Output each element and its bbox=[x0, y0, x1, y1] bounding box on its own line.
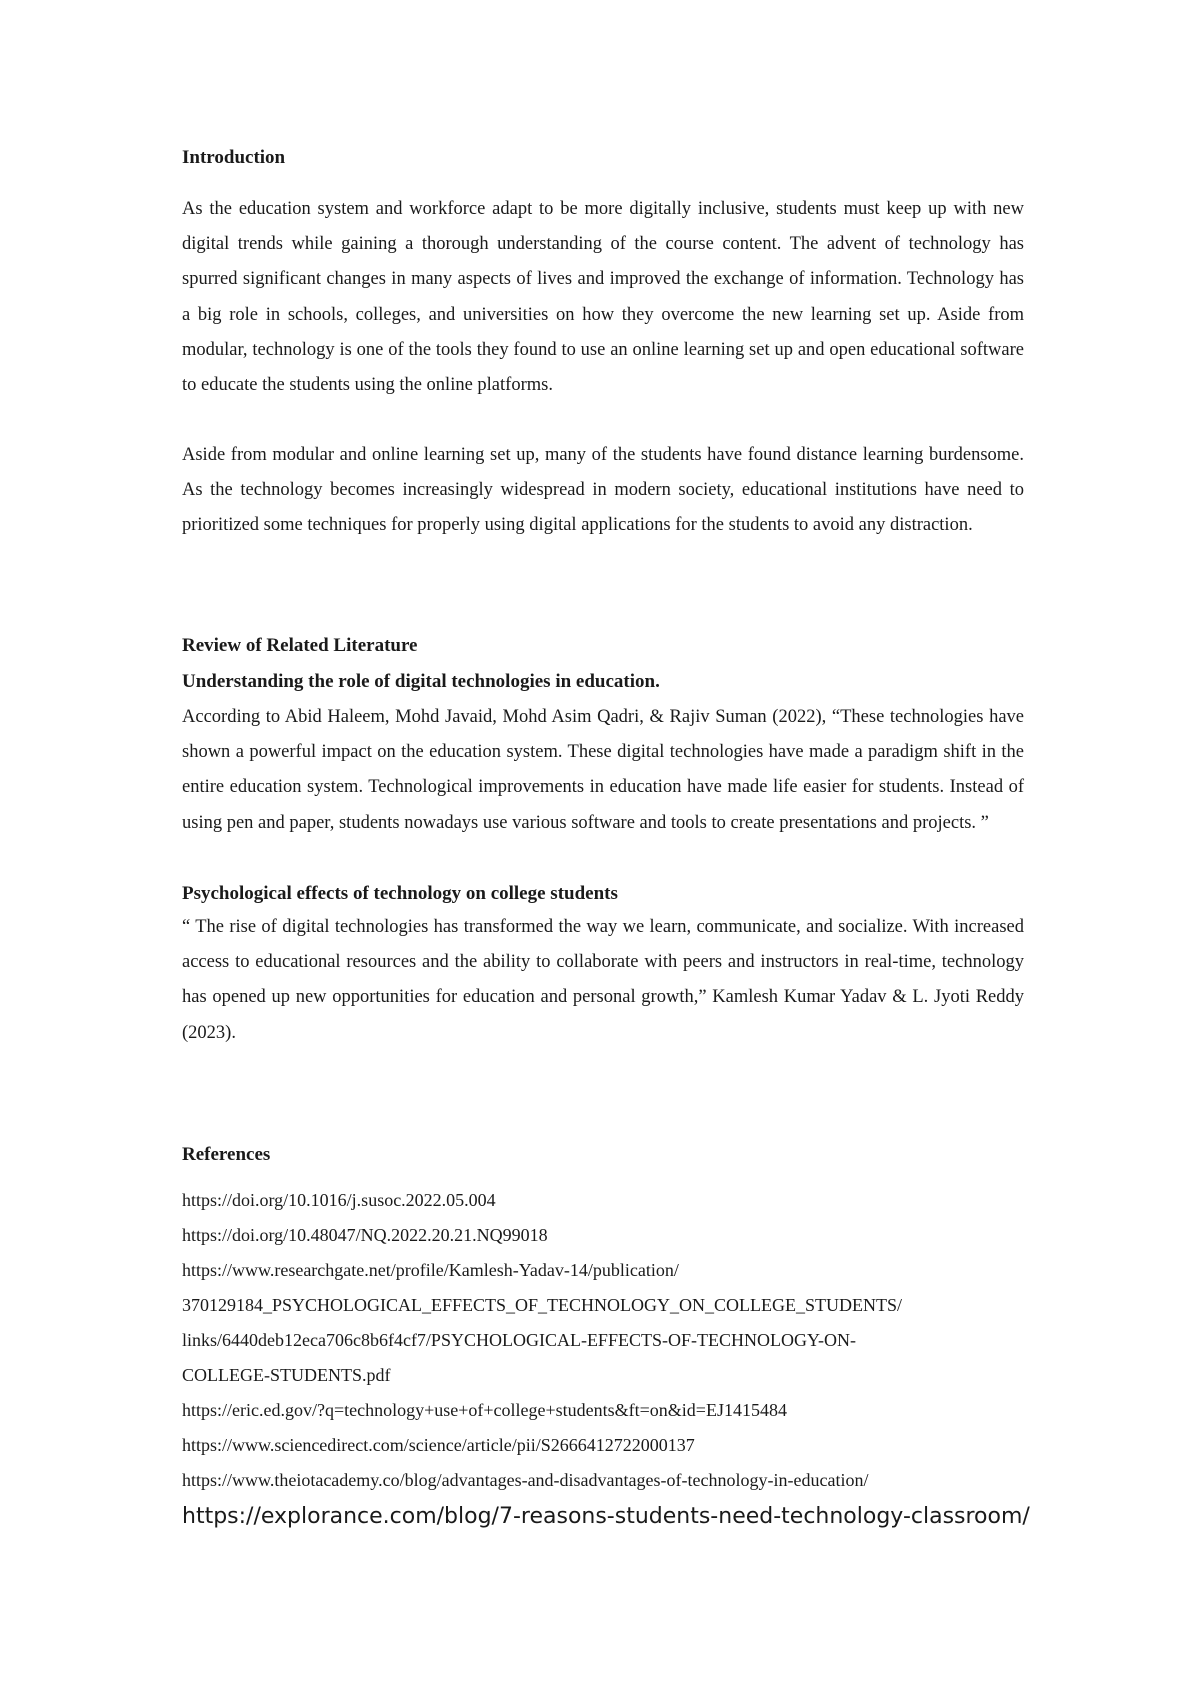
review-subheading-psychological-effects: Psychological effects of technology on college students bbox=[182, 883, 618, 904]
references-heading: References bbox=[182, 1144, 271, 1165]
reference-item[interactable]: https://doi.org/10.48047/NQ.2022.20.21.NQ99018 bbox=[182, 1225, 548, 1245]
review-paragraph-1: According to Abid Haleem, Mohd Javaid, Mohd Asim Qadri, & Rajiv Suman (2022), “These technologies have shown a powerful impact on the education system. These digital technologies have made a paradigm shift in the entire education system. Technological improvements in education have made life easier for students. Instead of using pen and paper, students nowadays use various software and tools to create presentations and projects. ” bbox=[182, 707, 1024, 833]
review-heading: Review of Related Literature bbox=[182, 635, 418, 656]
reference-item[interactable]: https://explorance.com/blog/7-reasons-students-need-technology-classroom/ bbox=[182, 1504, 1030, 1529]
reference-item[interactable]: 370129184_PSYCHOLOGICAL_EFFECTS_OF_TECHNOLOGY_ON_COLLEGE_STUDENTS/ bbox=[182, 1295, 903, 1315]
references-list bbox=[182, 1183, 1030, 1535]
reference-item[interactable]: https://www.theiotacademy.co/blog/advantages-and-disadvantages-of-technology-in-education/ bbox=[182, 1470, 869, 1490]
reference-item[interactable]: COLLEGE-STUDENTS.pdf bbox=[182, 1365, 391, 1385]
reference-item[interactable]: https://www.sciencedirect.com/science/article/pii/S2666412722000137 bbox=[182, 1435, 695, 1455]
introduction-paragraph-1: As the education system and workforce adapt to be more digitally inclusive, students must keep up with new digital trends while gaining a thorough understanding of the course content. The advent of technology has spurred significant changes in many aspects of lives and improved the exchange of information. Technology has a big role in schools, colleges, and universities on how they overcome the new learning set up. Aside from modular, technology is one of the tools they found to use an online learning set up and open educational software to educate the students using the online platforms. bbox=[182, 199, 1024, 396]
review-subheading-digital-technologies: Understanding the role of digital technologies in education. bbox=[182, 671, 660, 692]
reference-item[interactable]: links/6440deb12eca706c8b6f4cf7/PSYCHOLOGICAL-EFFECTS-OF-TECHNOLOGY-ON- bbox=[182, 1330, 856, 1350]
introduction-heading: Introduction bbox=[182, 147, 286, 168]
reference-item[interactable]: https://eric.ed.gov/?q=technology+use+of+college+students&ft=on&id=EJ1415484 bbox=[182, 1400, 787, 1420]
reference-item[interactable]: https://doi.org/10.1016/j.susoc.2022.05.004 bbox=[182, 1190, 496, 1210]
reference-item[interactable]: https://www.researchgate.net/profile/Kamlesh-Yadav-14/publication/ bbox=[182, 1260, 679, 1280]
review-paragraph-2: “ The rise of digital technologies has transformed the way we learn, communicate, and socialize. With increased access to educational resources and the ability to collaborate with peers and instructors in real-time, technology has opened up new opportunities for education and personal growth,” Kamlesh Kumar Yadav & L. Jyoti Reddy (2023). bbox=[182, 917, 1024, 1043]
introduction-paragraph-2: Aside from modular and online learning set up, many of the students have found distance learning burdensome. As the technology becomes increasingly widespread in modern society, educational institutions have need to prioritized some techniques for properly using digital applications for the students to avoid any distraction. bbox=[182, 445, 1024, 536]
